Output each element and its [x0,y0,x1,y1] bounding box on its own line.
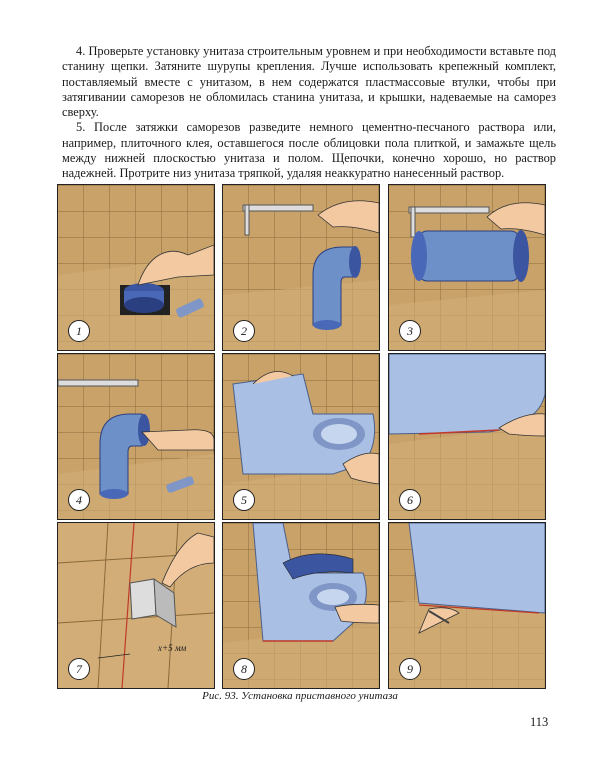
panel-number: 1 [68,320,90,342]
illustration-panel-9 [388,522,546,689]
illustration-panel-4 [57,353,215,520]
panel-number: 2 [233,320,255,342]
illustration-panel-5 [222,353,380,520]
panel-number: 6 [399,489,421,511]
illustration-panel-6 [388,353,546,520]
panel-number: 5 [233,489,255,511]
illustration-panel-7 [57,522,215,689]
figure-caption: Рис. 93. Установка приставного унитаза [202,690,398,702]
body-text [62,44,556,182]
illustration-panel-3 [388,184,546,351]
dimension-label: x+5 мм [158,643,187,653]
panel-number: 4 [68,489,90,511]
illustration-panel-8 [222,522,380,689]
illustration-panel-2 [222,184,380,351]
panel-number: 8 [233,658,255,680]
panel-number: 9 [399,658,421,680]
paragraph-5: 5. После затяжки саморезов разведите немного цементно-песчаного раствора или, например, плиточного клея, оставшегося после облицовки пола плиткой, и замажьте щель между нижней плоскостью унитаза и полом. Щепочки, конечно хорошо, но раствор надежней. Протрите низ унитаза тряпкой, удаляя неаккуратно нанесенный раствор. [62,120,556,181]
illustration-panel-1 [57,184,215,351]
panel-number: 3 [399,320,421,342]
page-number: 113 [530,715,549,729]
panel-number: 7 [68,658,90,680]
paragraph-4: 4. Проверьте установку унитаза строительным уровнем и при необходимости вставьте под станину щепки. Затяните шурупы крепления. Лучше использовать крепежный комплект, поставляемый вместе с унитазом, в нем содержатся пластмассовые втулки, чтобы при затягивании саморезов не обломилась станина унитаза, и крышки, надеваемые на саморез сверху. [62,44,556,120]
